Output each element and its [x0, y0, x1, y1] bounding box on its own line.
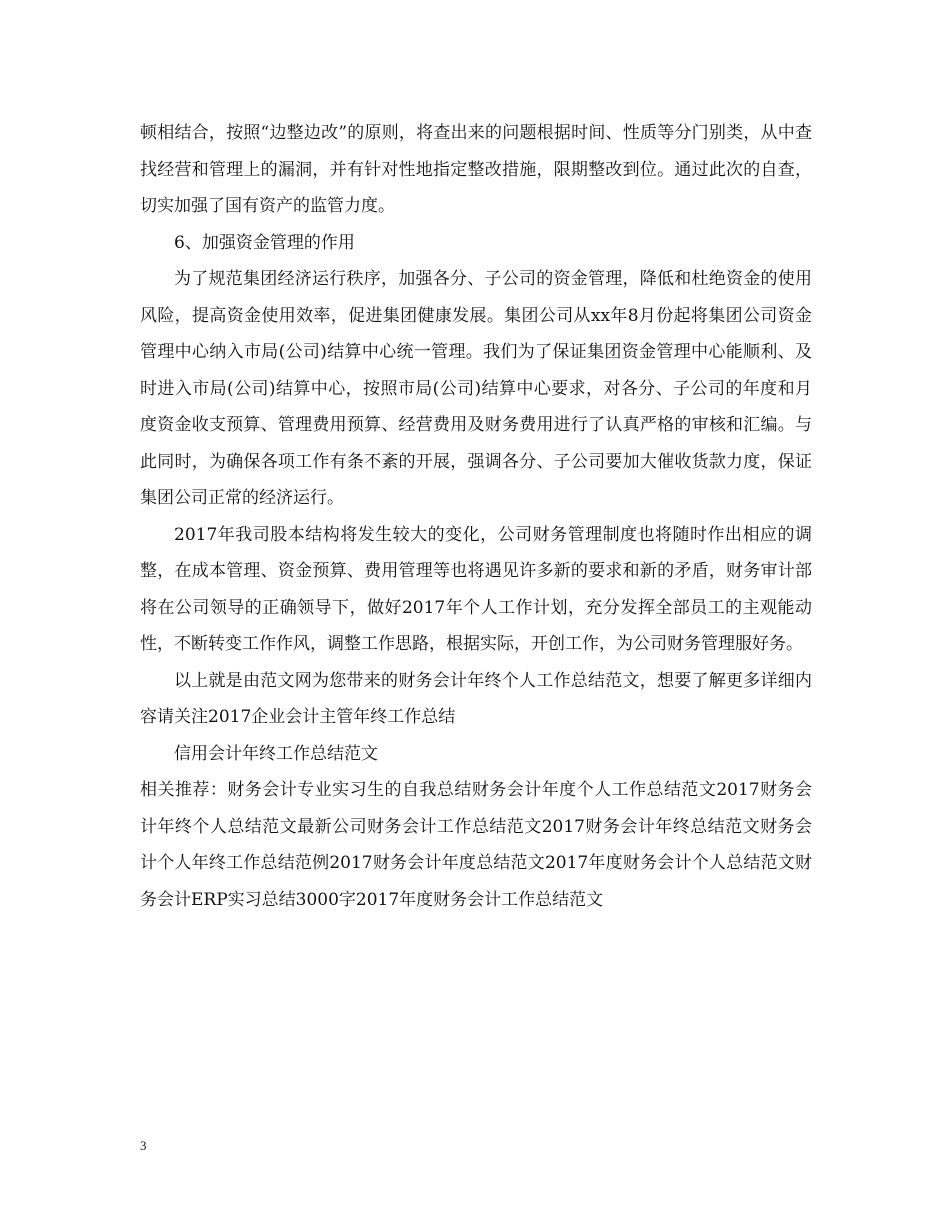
section-heading-fund-management: 6、加强资金管理的作用 [174, 232, 355, 253]
page-number: 3 [140, 1138, 147, 1153]
paragraph-2017-plan: 2017年我司股本结构将发生较大的变化，公司财务管理制度也将随时作出相应的调整，在成本管理、资金预算、费用管理等也将遇见许多新的要求和新的矛盾，财务审计部将在公司领导的正确领导下，做好2017年个人工作计划，充分发挥全部员工的主观能动性，不断转变工作作风，调整工作思路，根据实际，开创工作，为公司财务管理服好务。 [140, 524, 812, 654]
related-recommendations: 相关推荐：财务会计专业实习生的自我总结财务会计年度个人工作总结范文2017财务会计年终个人总结范文最新公司财务会计工作总结范文2017财务会计年终总结范文财务会计个人年终工作总结范例2017财务会计年度总结范文2017年度财务会计个人总结范文财务会计ERP实习总结3000字2017年度财务会计工作总结范文 [140, 780, 812, 910]
document-body [140, 115, 812, 918]
paragraph-rectification: 顿相结合，按照“边整边改”的原则，将查出来的问题根据时间、性质等分门别类，从中查找经营和管理上的漏洞，并有针对性地指定整改措施，限期整改到位。通过此次的自查，切实加强了国有资产的监管力度。 [140, 123, 812, 216]
related-title: 信用会计年终工作总结范文 [174, 743, 378, 764]
paragraph-closing-note: 以上就是由范文网为您带来的财务会计年终个人工作总结范文，想要了解更多详细内容请关注2017企业会计主管年终工作总结 [140, 670, 812, 727]
paragraph-fund-management: 为了规范集团经济运行秩序，加强各分、子公司的资金管理，降低和杜绝资金的使用风险，提高资金使用效率，促进集团健康发展。集团公司从xx年8月份起将集团公司资金管理中心纳入市局(公司)结算中心统一管理。我们为了保证集团资金管理中心能顺利、及时进入市局(公司)结算中心，按照市局(公司)结算中心要求，对各分、子公司的年度和月度资金收支预算、管理费用预算、经营费用及财务费用进行了认真严格的审核和汇编。与此同时，为确保各项工作有条不紊的开展，强调各分、子公司要加大催收货款力度，保证集团公司正常的经济运行。 [140, 269, 812, 508]
